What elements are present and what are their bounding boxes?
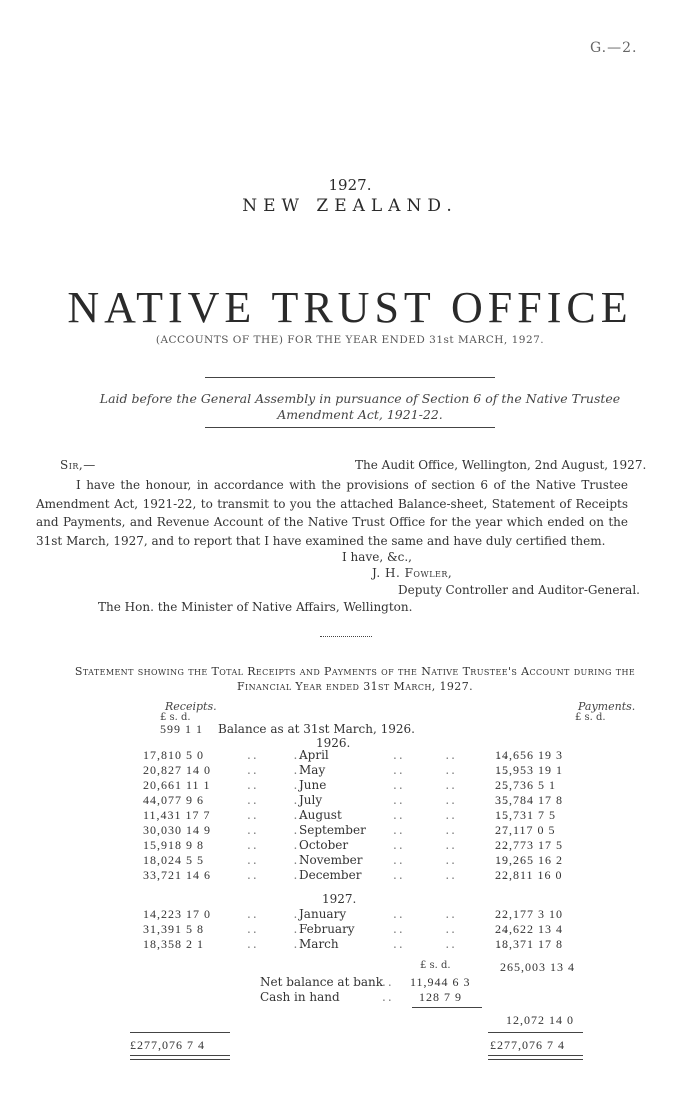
signature: J. H. Fowler, [372, 566, 453, 580]
month-cell: March [299, 937, 339, 951]
double-rule-left [130, 1055, 230, 1060]
receipt-cell: 44,077 9 6 [143, 793, 204, 807]
opening-receipt: 599 1 1 [160, 722, 203, 736]
leader-dots: .. [382, 975, 394, 989]
laid-before-note: Laid before the General Assembly in pursuance of Section 6 of the Native Trustee Amendment Act, 1921-22. [99, 391, 621, 422]
payments-label: Payments. [578, 700, 636, 713]
leader-dots: .. .. [247, 922, 306, 936]
leader-dots: .. .. [247, 868, 306, 882]
receipt-cell: 14,223 17 0 [143, 907, 211, 921]
month-cell: August [299, 808, 342, 822]
month-cell: December [299, 868, 362, 882]
net-balance-label: Net balance at bank [260, 975, 384, 989]
payment-cell: 18,371 17 8 [495, 937, 563, 951]
balance-total: 12,072 14 0 [506, 1013, 574, 1027]
opening-label: Balance as at 31st March, 1926. [218, 722, 415, 736]
payment-cell: 14,656 19 3 [495, 748, 563, 762]
cash-value: 128 7 9 [419, 990, 462, 1004]
page-subtitle: (ACCOUNTS OF THE) FOR THE YEAR ENDED 31st MARCH, 1927. [155, 334, 545, 346]
receipt-cell: 15,918 9 8 [143, 838, 204, 852]
receipt-cell: 18,358 2 1 [143, 937, 204, 951]
receipt-cell: 11,431 17 7 [143, 808, 211, 822]
receipt-cell: 20,661 11 1 [143, 778, 211, 792]
month-cell: November [299, 853, 363, 867]
receipt-cell: 31,391 5 8 [143, 922, 204, 936]
month-cell: April [299, 748, 329, 762]
receipt-cell: 20,827 14 0 [143, 763, 211, 777]
salutation: Sir,— [60, 458, 96, 472]
leader-dots: .. .. .. [393, 778, 510, 792]
leader-dots: .. [382, 990, 394, 1004]
report-year: 1927. [328, 176, 372, 194]
payment-cell: 22,773 17 5 [495, 838, 563, 852]
receipts-total: £277,076 7 4 [130, 1038, 205, 1052]
receipts-units: £ s. d. [160, 712, 191, 723]
leader-dots: .. .. .. [393, 763, 510, 777]
leader-dots: .. .. [247, 823, 306, 837]
payment-cell: 15,731 7 5 [495, 808, 556, 822]
leader-dots: .. .. [247, 793, 306, 807]
receipt-cell: 18,024 5 5 [143, 853, 204, 867]
signature-title: Deputy Controller and Auditor-General. [398, 583, 640, 597]
section-divider [320, 636, 372, 637]
payments-subtotal: 265,003 13 4 [500, 960, 575, 974]
leader-dots: .. .. [247, 853, 306, 867]
leader-dots: .. .. .. [393, 907, 510, 921]
payments-units: £ s. d. [575, 712, 606, 723]
leader-dots: .. .. [247, 937, 306, 951]
leader-dots: .. .. .. [393, 937, 510, 951]
net-balance-value: 11,944 6 3 [410, 975, 471, 989]
page-reference: G.—2. [590, 40, 638, 56]
country-heading: NEW ZEALAND. [242, 196, 458, 216]
leader-dots: .. .. .. [393, 838, 510, 852]
receipt-cell: 17,810 5 0 [143, 748, 204, 762]
leader-dots: .. .. [247, 763, 306, 777]
inner-units: £ s. d. [420, 960, 451, 971]
statement-title: Statement showing the Total Receipts and Payments of the Native Trustee's Account during the Financial Year ended 31st March, 1927. [74, 665, 636, 693]
payment-cell: 35,784 17 8 [495, 793, 563, 807]
payment-cell: 25,736 5 1 [495, 778, 556, 792]
recipient: The Hon. the Minister of Native Affairs, Wellington. [98, 600, 413, 614]
month-cell: February [299, 922, 355, 936]
year-heading-1927: 1927. [322, 892, 357, 906]
page-title: NATIVE TRUST OFFICE [67, 283, 633, 332]
leader-dots: .. .. .. [393, 808, 510, 822]
leader-dots: .. .. .. [393, 793, 510, 807]
payment-cell: 22,177 3 10 [495, 907, 563, 921]
total-rule-left [130, 1032, 230, 1033]
divider-rule [205, 377, 495, 378]
leader-dots: .. .. .. [393, 823, 510, 837]
month-cell: October [299, 838, 349, 852]
leader-dots: .. .. [247, 907, 306, 921]
leader-dots: .. .. .. [393, 922, 510, 936]
divider-rule [205, 427, 495, 428]
receipt-cell: 30,030 14 9 [143, 823, 211, 837]
letter-body: I have the honour, in accordance with the provisions of section 6 of the Native Trustee Amendment Act, 1921-22, to transmit to you the attached Balance-sheet, Statement of Receipts and Payments, and Revenue Account of the Native Trust Office for the year which ended on the 31st March, 1927, and to report that I have examined the same and have duly certified them. [36, 478, 628, 548]
leader-dots: .. .. .. [393, 748, 510, 762]
payment-cell: 22,811 16 0 [495, 868, 563, 882]
month-cell: September [299, 823, 366, 837]
month-cell: June [299, 778, 327, 792]
double-rule-right [488, 1055, 583, 1060]
leader-dots: .. .. [247, 838, 306, 852]
month-cell: January [299, 907, 347, 921]
leader-dots: .. .. [247, 748, 306, 762]
closing: I have, &c., [342, 550, 412, 564]
month-cell: May [299, 763, 326, 777]
receipt-cell: 33,721 14 6 [143, 868, 211, 882]
payments-total: £277,076 7 4 [490, 1038, 565, 1052]
leader-dots: .. .. [247, 808, 306, 822]
year-heading-1926: 1926. [316, 736, 351, 750]
payment-cell: 27,117 0 5 [495, 823, 556, 837]
payment-cell: 24,622 13 4 [495, 922, 563, 936]
leader-dots: .. .. .. [393, 853, 510, 867]
payment-cell: 15,953 19 1 [495, 763, 563, 777]
address-date: The Audit Office, Wellington, 2nd August, 1927. [355, 458, 647, 472]
receipts-label: Receipts. [165, 700, 217, 713]
month-cell: July [299, 793, 323, 807]
payment-cell: 19,265 16 2 [495, 853, 563, 867]
leader-dots: .. .. [247, 778, 306, 792]
total-rule-right [488, 1032, 583, 1033]
sum-rule [412, 1007, 482, 1008]
leader-dots: .. .. .. [393, 868, 510, 882]
cash-label: Cash in hand [260, 990, 340, 1004]
